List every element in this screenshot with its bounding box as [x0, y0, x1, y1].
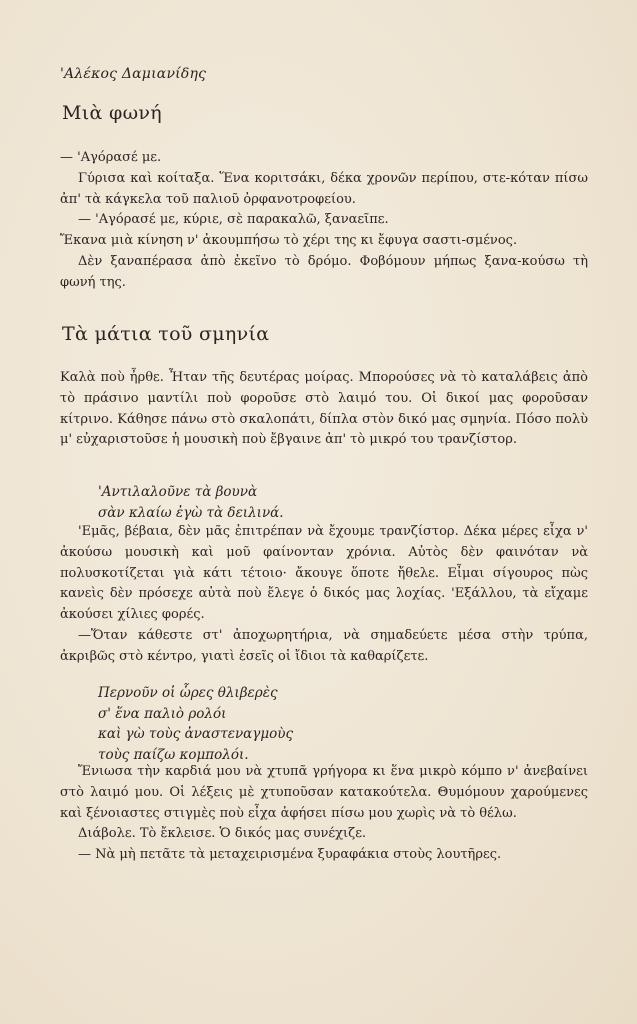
verse-line: σὰν κλαίω ἐγὼ τὰ δειλινά. [98, 504, 284, 521]
story-title-mia-foni: Μιὰ φωνή [62, 102, 162, 124]
paragraph: Καλὰ ποὺ ἦρθε. Ἦταν τῆς δευτέρας μοίρας. Μπορούσες νὰ τὸ καταλάβεις ἀπὸ τὸ πράσινο μαντίλι ποὺ φοροῦσε στὸ λαιμό του. Οἱ δικοί μας φοροῦσαν κίτρινο. Κάθησε πάνω στὸ σκαλοπάτι, δίπλα στὸν δικό μας σμηνία. Πόσο πολὺ μ' εὐχαριστοῦσε ἡ μουσικὴ ποὺ ἔβγαινε ἀπ' τὸ μικρό του τρανζίστορ. [60, 370, 588, 448]
paragraph: — 'Αγόρασέ με, κύριε, σὲ παρακαλῶ, ξαναεῖπε. [78, 212, 389, 228]
story2-opening [60, 368, 588, 451]
verse-line: σ' ἕνα παλιὸ ρολόι [98, 705, 227, 722]
verse-line: τοὺς παίζω κομπολόι. [98, 746, 249, 763]
story1-text [60, 148, 588, 294]
paragraph: Ἔνιωσα τὴν καρδιά μου νὰ χτυπᾶ γρήγορα κι ἕνα μικρὸ κόμπο ν' ἀνεβαίνει στὸ λαιμό μου. Οἱ λέξεις μὲ χτυποῦσαν κατακούτελα. Θυμόμουν χαρούμενες καὶ ξένοιαστες στιγμὲς ποὺ εἶχα ἀφήσει πίσω μου χωρὶς νὰ τὸ θέλω. [60, 764, 588, 821]
author-name: 'Αλέκος Δαμιανίδης [60, 66, 207, 82]
verse-line: 'Αντιλαλοῦνε τὰ βουνὰ [98, 484, 258, 500]
paragraph: — Νὰ μὴ πετᾶτε τὰ μεταχειρισμένα ξυραφάκια στοὺς λουτῆρες. [78, 847, 502, 863]
verse-line: καὶ γὼ τοὺς ἀναστεναγμοὺς [98, 726, 294, 742]
story2-ending [60, 762, 588, 866]
story-title-ta-matia: Τὰ μάτια τοῦ σμηνία [62, 323, 270, 345]
paragraph: 'Εμᾶς, βέβαια, δὲν μᾶς ἐπιτρέπαν νὰ ἔχουμε τρανζίστορ. Δέκα μέρες εἶχα ν' ἀκούσω μουσικὴ καὶ μοῦ φαίνονταν χρόνια. Αὐτὸς δὲν φαινόταν νὰ πολυσκοτίζεται γιὰ κάτι τέτοιο· ἄκουγε ὅποτε ἤθελε. Εἶμαι σίγουρος πὼς κανεὶς δὲν πρόσεχε αὐτὰ ποὺ ἔλεγε ὁ δικός μας λοχίας. 'Εξάλλου, τὰ εἴχαμε ἀκούσει χίλιες φορές. [60, 524, 588, 623]
song-verse-2 [98, 683, 293, 765]
verse-line: Περνοῦν οἱ ὧρες θλιβερὲς [98, 685, 278, 701]
paragraph: Δὲν ξαναπέρασα ἀπὸ ἐκεῖνο τὸ δρόμο. Φοβόμουν μήπως ξανα-κούσω τὴ φωνή της. [60, 253, 588, 290]
paragraph: Διάβολε. Τὸ ἔκλεισε. Ὁ δικός μας συνέχιζε. [78, 826, 367, 842]
paragraph: —Ὅταν κάθεστε στ' ἀποχωρητήρια, νὰ σημαδεύετε μέσα στὴν τρύπα, ἀκριβῶς στὸ κέντρο, γιατὶ ἐσεῖς οἱ ἴδιοι τὰ καθαρίζετε. [60, 627, 588, 664]
paragraph: Γύρισα καὶ κοίταξα. Ἕνα κοριτσάκι, δέκα χρονῶν περίπου, στε-κόταν πίσω ἀπ' τὰ κάγκελα τοῦ παλιοῦ ὀρφανοτροφείου. [60, 170, 588, 207]
paragraph: — 'Αγόρασέ με. [60, 150, 162, 165]
story2-middle [60, 522, 588, 668]
paragraph: Ἔκανα μιὰ κίνηση ν' ἀκουμπήσω τὸ χέρι της κι ἔφυγα σαστι-σμένος. [60, 233, 518, 249]
song-verse-1 [98, 482, 284, 523]
